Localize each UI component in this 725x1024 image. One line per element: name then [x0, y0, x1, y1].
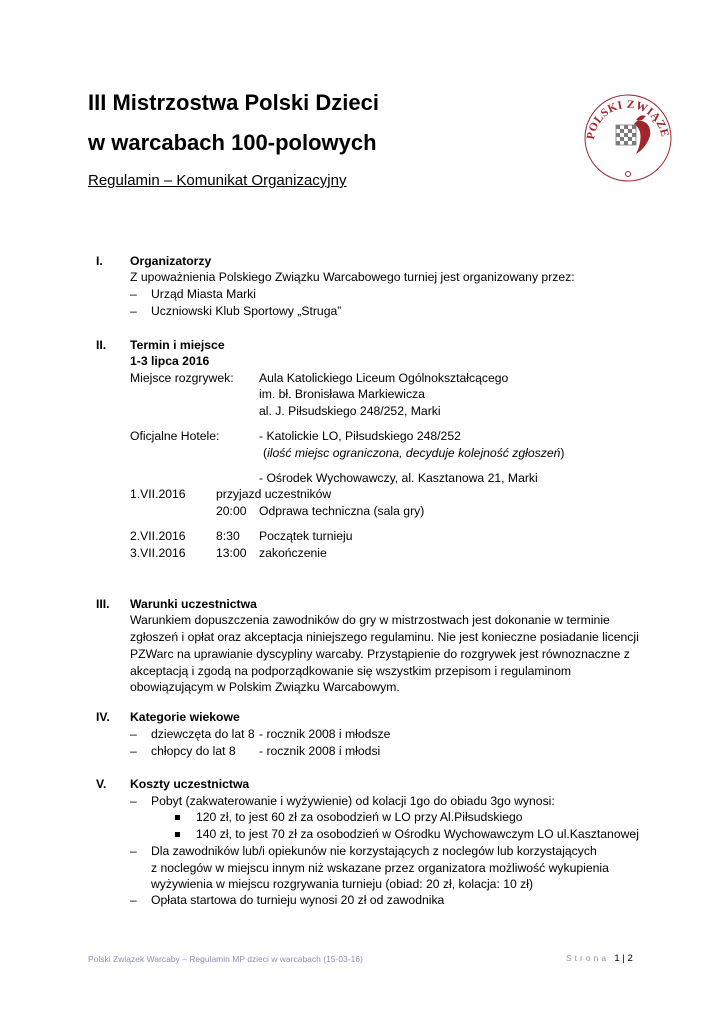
- paragraph-line: akceptacją i zgodą na podporządkowanie się wszystkim przepisom i regulaminom: [130, 664, 571, 678]
- event-dates: 1-3 lipca 2016: [130, 354, 210, 368]
- section-number-3: III.: [96, 597, 110, 611]
- dash-bullet: –: [130, 794, 137, 808]
- page-subtitle: Regulamin – Komunikat Organizacyjny: [88, 172, 347, 189]
- cost-subitem: 120 zł, to jest 60 zł za osobodzień w LO przy Al.Piłsudskiego: [196, 810, 523, 824]
- polish-draughts-federation-logo: [580, 80, 675, 190]
- hotels-label: Oficjalne Hotele:: [130, 429, 220, 443]
- dash-bullet: –: [130, 727, 137, 741]
- logo-ring-text: POLSKI ZWIĄZE: [584, 98, 671, 141]
- schedule-date: 2.VII.2016: [130, 529, 186, 543]
- age-years: - rocznik 2008 i młodsi: [259, 744, 381, 758]
- schedule-event: przyjazd uczestników: [216, 487, 332, 501]
- hotel-note: (ilość miejsc ograniczona, decyduje kolejność zgłoszeń): [263, 446, 565, 460]
- list-item: Uczniowski Klub Sportowy „Struga”: [151, 304, 342, 318]
- section-number-2: II.: [96, 338, 107, 352]
- dash-bullet: –: [130, 893, 137, 907]
- section-heading-organizers: Organizatorzy: [130, 254, 212, 268]
- dash-bullet: –: [130, 304, 137, 318]
- square-bullet-icon: [175, 815, 180, 820]
- schedule-date: 3.VII.2016: [130, 546, 186, 560]
- footer-page-indicator: [566, 953, 633, 964]
- venue-line: al. J. Piłsudskiego 248/252, Marki: [259, 404, 441, 418]
- section-heading-age-categories: Kategorie wiekowe: [130, 710, 240, 724]
- section-number-5: V.: [96, 777, 107, 791]
- footer-text: Polski Związek Warcaby – Regulamin MP dzieci w warcabach (15-03-16): [88, 954, 363, 964]
- hotel-item: - Ośrodek Wychowawczy, al. Kasztanowa 21, Marki: [259, 471, 538, 485]
- age-group: dziewczęta do lat 8: [151, 727, 255, 741]
- cost-item-line: z noclegów w miejscu innym niż wskazane przez organizatora możliwość wykupienia: [151, 861, 609, 875]
- section-number-4: IV.: [96, 710, 110, 724]
- section-heading-date-place: Termin i miejsce: [130, 338, 225, 352]
- cost-item-line: wyżywienia w miejscu rozgrywania turnieju (obiad: 20 zł, kolacja: 10 zł): [151, 877, 534, 891]
- schedule-event: zakończenie: [259, 546, 327, 560]
- eagle-icon: [634, 120, 650, 154]
- paragraph-line: Warunkiem dopuszczenia zawodników do gry w mistrzostwach jest dokonanie w terminie: [130, 613, 610, 627]
- venue-line: Aula Katolickiego Liceum Ogólnokształcącego: [259, 371, 509, 385]
- schedule-time: 8:30: [216, 529, 240, 543]
- schedule-event: Odprawa techniczna (sala gry): [259, 504, 425, 518]
- paragraph-line: PZWarc na uprawianie dyscypliny warcaby. Przystąpienie do rozgrywek jest równoznaczne z: [130, 647, 630, 661]
- paragraph-line: zgłoszeń i opłat oraz akceptacja niniejszego regulaminu. Nie jest konieczne posiadanie licencji: [130, 630, 639, 644]
- section-number-1: I.: [96, 254, 103, 268]
- venue-label: Miejsce rozgrywek:: [130, 371, 234, 385]
- cost-item: Pobyt (zakwaterowanie i wyżywienie) od kolacji 1go do obiadu 3go wynosi:: [151, 794, 555, 808]
- dash-bullet: –: [130, 744, 137, 758]
- schedule-event: Początek turnieju: [259, 529, 353, 543]
- section-heading-conditions: Warunki uczestnictwa: [130, 597, 257, 611]
- dash-bullet: –: [130, 287, 137, 301]
- venue-line: im. bł. Bronisława Markiewicza: [259, 387, 425, 401]
- section-heading-costs: Koszty uczestnictwa: [130, 777, 250, 791]
- age-group: chłopcy do lat 8: [151, 744, 236, 758]
- hotel-item: - Katolickie LO, Piłsudskiego 248/252: [259, 429, 461, 443]
- schedule-time: 20:00: [216, 504, 247, 518]
- cost-subitem: 140 zł, to jest 70 zł za osobodzień w Ośrodku Wychowawczym LO ul.Kasztanowej: [196, 827, 639, 841]
- schedule-time: 13:00: [216, 546, 247, 560]
- cost-item-line: Dla zawodników lub/i opiekunów nie korzystających z noclegów lub korzystających: [151, 844, 597, 858]
- age-years: - rocznik 2008 i młodsze: [259, 727, 391, 741]
- paragraph-line: obowiązującym w Polskim Związku Warcabowym.: [130, 680, 400, 694]
- square-bullet-icon: [175, 832, 180, 837]
- checkerboard-icon: [616, 125, 636, 145]
- footer-page-word: Strona: [566, 953, 610, 963]
- page-title-line1: III Mistrzostwa Polski Dzieci: [88, 90, 379, 115]
- page-number: 1 | 2: [614, 953, 633, 964]
- logo-emblem-icon: [580, 80, 675, 190]
- cost-item: Opłata startowa do turnieju wynosi 20 zł od zawodnika: [151, 893, 445, 907]
- list-item: Urząd Miasta Marki: [151, 287, 256, 301]
- organizers-intro: Z upoważnienia Polskiego Związku Warcabowego turniej jest organizowany przez:: [130, 270, 575, 284]
- dash-bullet: –: [130, 844, 137, 858]
- schedule-date: 1.VII.2016: [130, 487, 186, 501]
- page-title-line2: w warcabach 100-polowych: [88, 130, 377, 155]
